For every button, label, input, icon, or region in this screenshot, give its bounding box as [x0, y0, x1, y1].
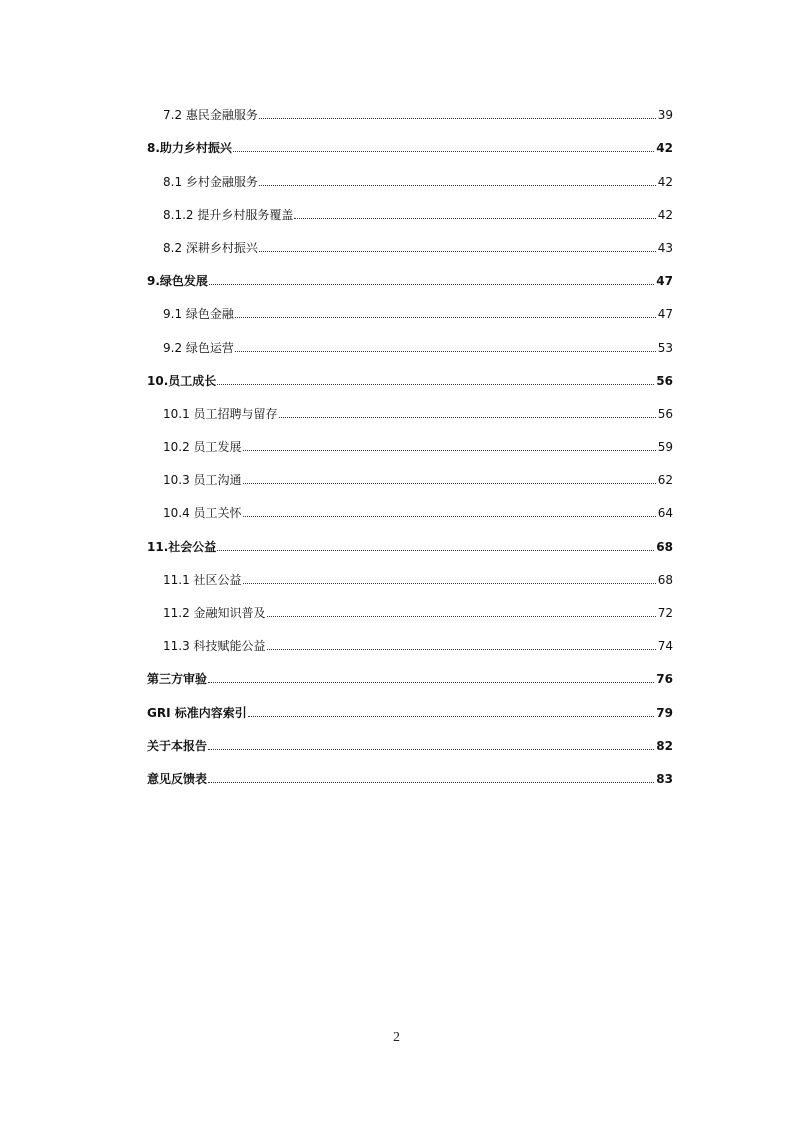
- toc-dot-leader: [235, 351, 656, 352]
- toc-entry[interactable]: [147, 594, 673, 627]
- toc-entry-title: 9.1 绿色金融: [163, 307, 234, 322]
- toc-entry[interactable]: [147, 96, 673, 129]
- toc-dot-leader: [294, 218, 655, 219]
- toc-entry-title: 11.1 社区公益: [163, 572, 242, 587]
- toc-entry[interactable]: [147, 328, 673, 361]
- toc-entry-title: 意见反馈表: [147, 771, 208, 786]
- toc-dot-leader: [267, 649, 656, 650]
- toc-entry[interactable]: [147, 229, 673, 262]
- toc-entry-page-number: 47: [657, 307, 673, 322]
- toc-entry-title: 11.3 科技赋能公益: [163, 639, 266, 654]
- toc-dot-leader: [259, 118, 656, 119]
- toc-dot-leader: [208, 782, 654, 783]
- toc-entry[interactable]: [147, 162, 673, 195]
- toc-entry-title: GRI 标准内容索引: [147, 705, 247, 720]
- toc-entry[interactable]: [147, 295, 673, 328]
- toc-entry-page-number: 79: [656, 705, 673, 720]
- toc-dot-leader: [209, 284, 654, 285]
- toc-dot-leader: [243, 516, 656, 517]
- toc-entry-page-number: 82: [656, 738, 673, 753]
- toc-entry-title: 9.绿色发展: [147, 274, 208, 289]
- toc-dot-leader: [208, 749, 654, 750]
- toc-dot-leader: [248, 716, 655, 717]
- toc-entry[interactable]: [147, 129, 673, 162]
- toc-entry-page-number: 72: [657, 606, 673, 620]
- toc-entry[interactable]: [147, 660, 673, 693]
- toc-entry-title: 10.1 员工招聘与留存: [163, 406, 278, 421]
- toc-entry-title: 10.4 员工关怀: [163, 506, 242, 521]
- toc-entry[interactable]: [147, 693, 673, 726]
- toc-entry-page-number: 76: [656, 672, 673, 687]
- toc-entry[interactable]: [147, 362, 673, 395]
- toc-entry[interactable]: [147, 196, 673, 229]
- toc-entry-page-number: 64: [657, 506, 673, 521]
- toc-entry-page-number: 42: [657, 174, 673, 189]
- toc-entry-page-number: 53: [657, 340, 673, 355]
- toc-entry-page-number: 43: [657, 240, 673, 255]
- toc-entry-title: 8.1.2 提升乡村服务覆盖: [163, 207, 294, 222]
- toc-entry[interactable]: [147, 494, 673, 527]
- toc-entry[interactable]: [147, 561, 673, 594]
- toc-entry-page-number: 42: [657, 207, 673, 222]
- toc-dot-leader: [267, 616, 656, 617]
- table-of-contents: [147, 96, 673, 793]
- toc-entry[interactable]: [147, 527, 673, 560]
- page-number: 2: [393, 1030, 400, 1045]
- toc-entry[interactable]: [147, 760, 673, 793]
- toc-entry-page-number: 56: [657, 406, 673, 421]
- toc-dot-leader: [217, 550, 654, 551]
- toc-entry-title: 10.3 员工沟通: [163, 473, 242, 488]
- toc-entry-title: 8.助力乡村振兴: [147, 141, 232, 156]
- toc-entry-title: 第三方审验: [147, 672, 208, 687]
- toc-entry-page-number: 74: [657, 639, 673, 654]
- toc-entry[interactable]: [147, 428, 673, 461]
- toc-entry-title: 关于本报告: [147, 738, 208, 753]
- toc-entry-title: 10.2 员工发展: [163, 440, 242, 455]
- toc-entry-title: 9.2 绿色运营: [163, 340, 234, 355]
- toc-dot-leader: [243, 583, 656, 584]
- toc-entry-page-number: 59: [657, 440, 673, 455]
- toc-dot-leader: [279, 417, 656, 418]
- toc-entry[interactable]: [147, 395, 673, 428]
- toc-entry-page-number: 83: [656, 771, 673, 786]
- toc-entry-page-number: 47: [656, 274, 673, 289]
- toc-entry[interactable]: [147, 262, 673, 295]
- toc-dot-leader: [235, 317, 656, 318]
- toc-entry-title: 11.2 金融知识普及: [163, 606, 266, 620]
- toc-entry-page-number: 39: [657, 108, 673, 123]
- toc-entry-title: 10.员工成长: [147, 373, 217, 388]
- toc-dot-leader: [259, 251, 656, 252]
- toc-entry[interactable]: [147, 627, 673, 660]
- toc-entry-title: 8.2 深耕乡村振兴: [163, 240, 258, 255]
- toc-dot-leader: [208, 682, 654, 683]
- toc-entry-title: 8.1 乡村金融服务: [163, 174, 258, 189]
- toc-entry-title: 11.社会公益: [147, 539, 217, 554]
- toc-dot-leader: [243, 450, 656, 451]
- toc-dot-leader: [233, 151, 654, 152]
- toc-entry-page-number: 68: [657, 572, 673, 587]
- toc-dot-leader: [243, 483, 656, 484]
- toc-dot-leader: [217, 384, 654, 385]
- toc-dot-leader: [259, 185, 656, 186]
- toc-entry-page-number: 62: [657, 473, 673, 488]
- toc-entry[interactable]: [147, 727, 673, 760]
- toc-entry-page-number: 42: [656, 141, 673, 156]
- toc-entry-title: 7.2 惠民金融服务: [163, 108, 258, 123]
- toc-entry-page-number: 56: [656, 373, 673, 388]
- toc-entry-page-number: 68: [656, 539, 673, 554]
- toc-entry[interactable]: [147, 461, 673, 494]
